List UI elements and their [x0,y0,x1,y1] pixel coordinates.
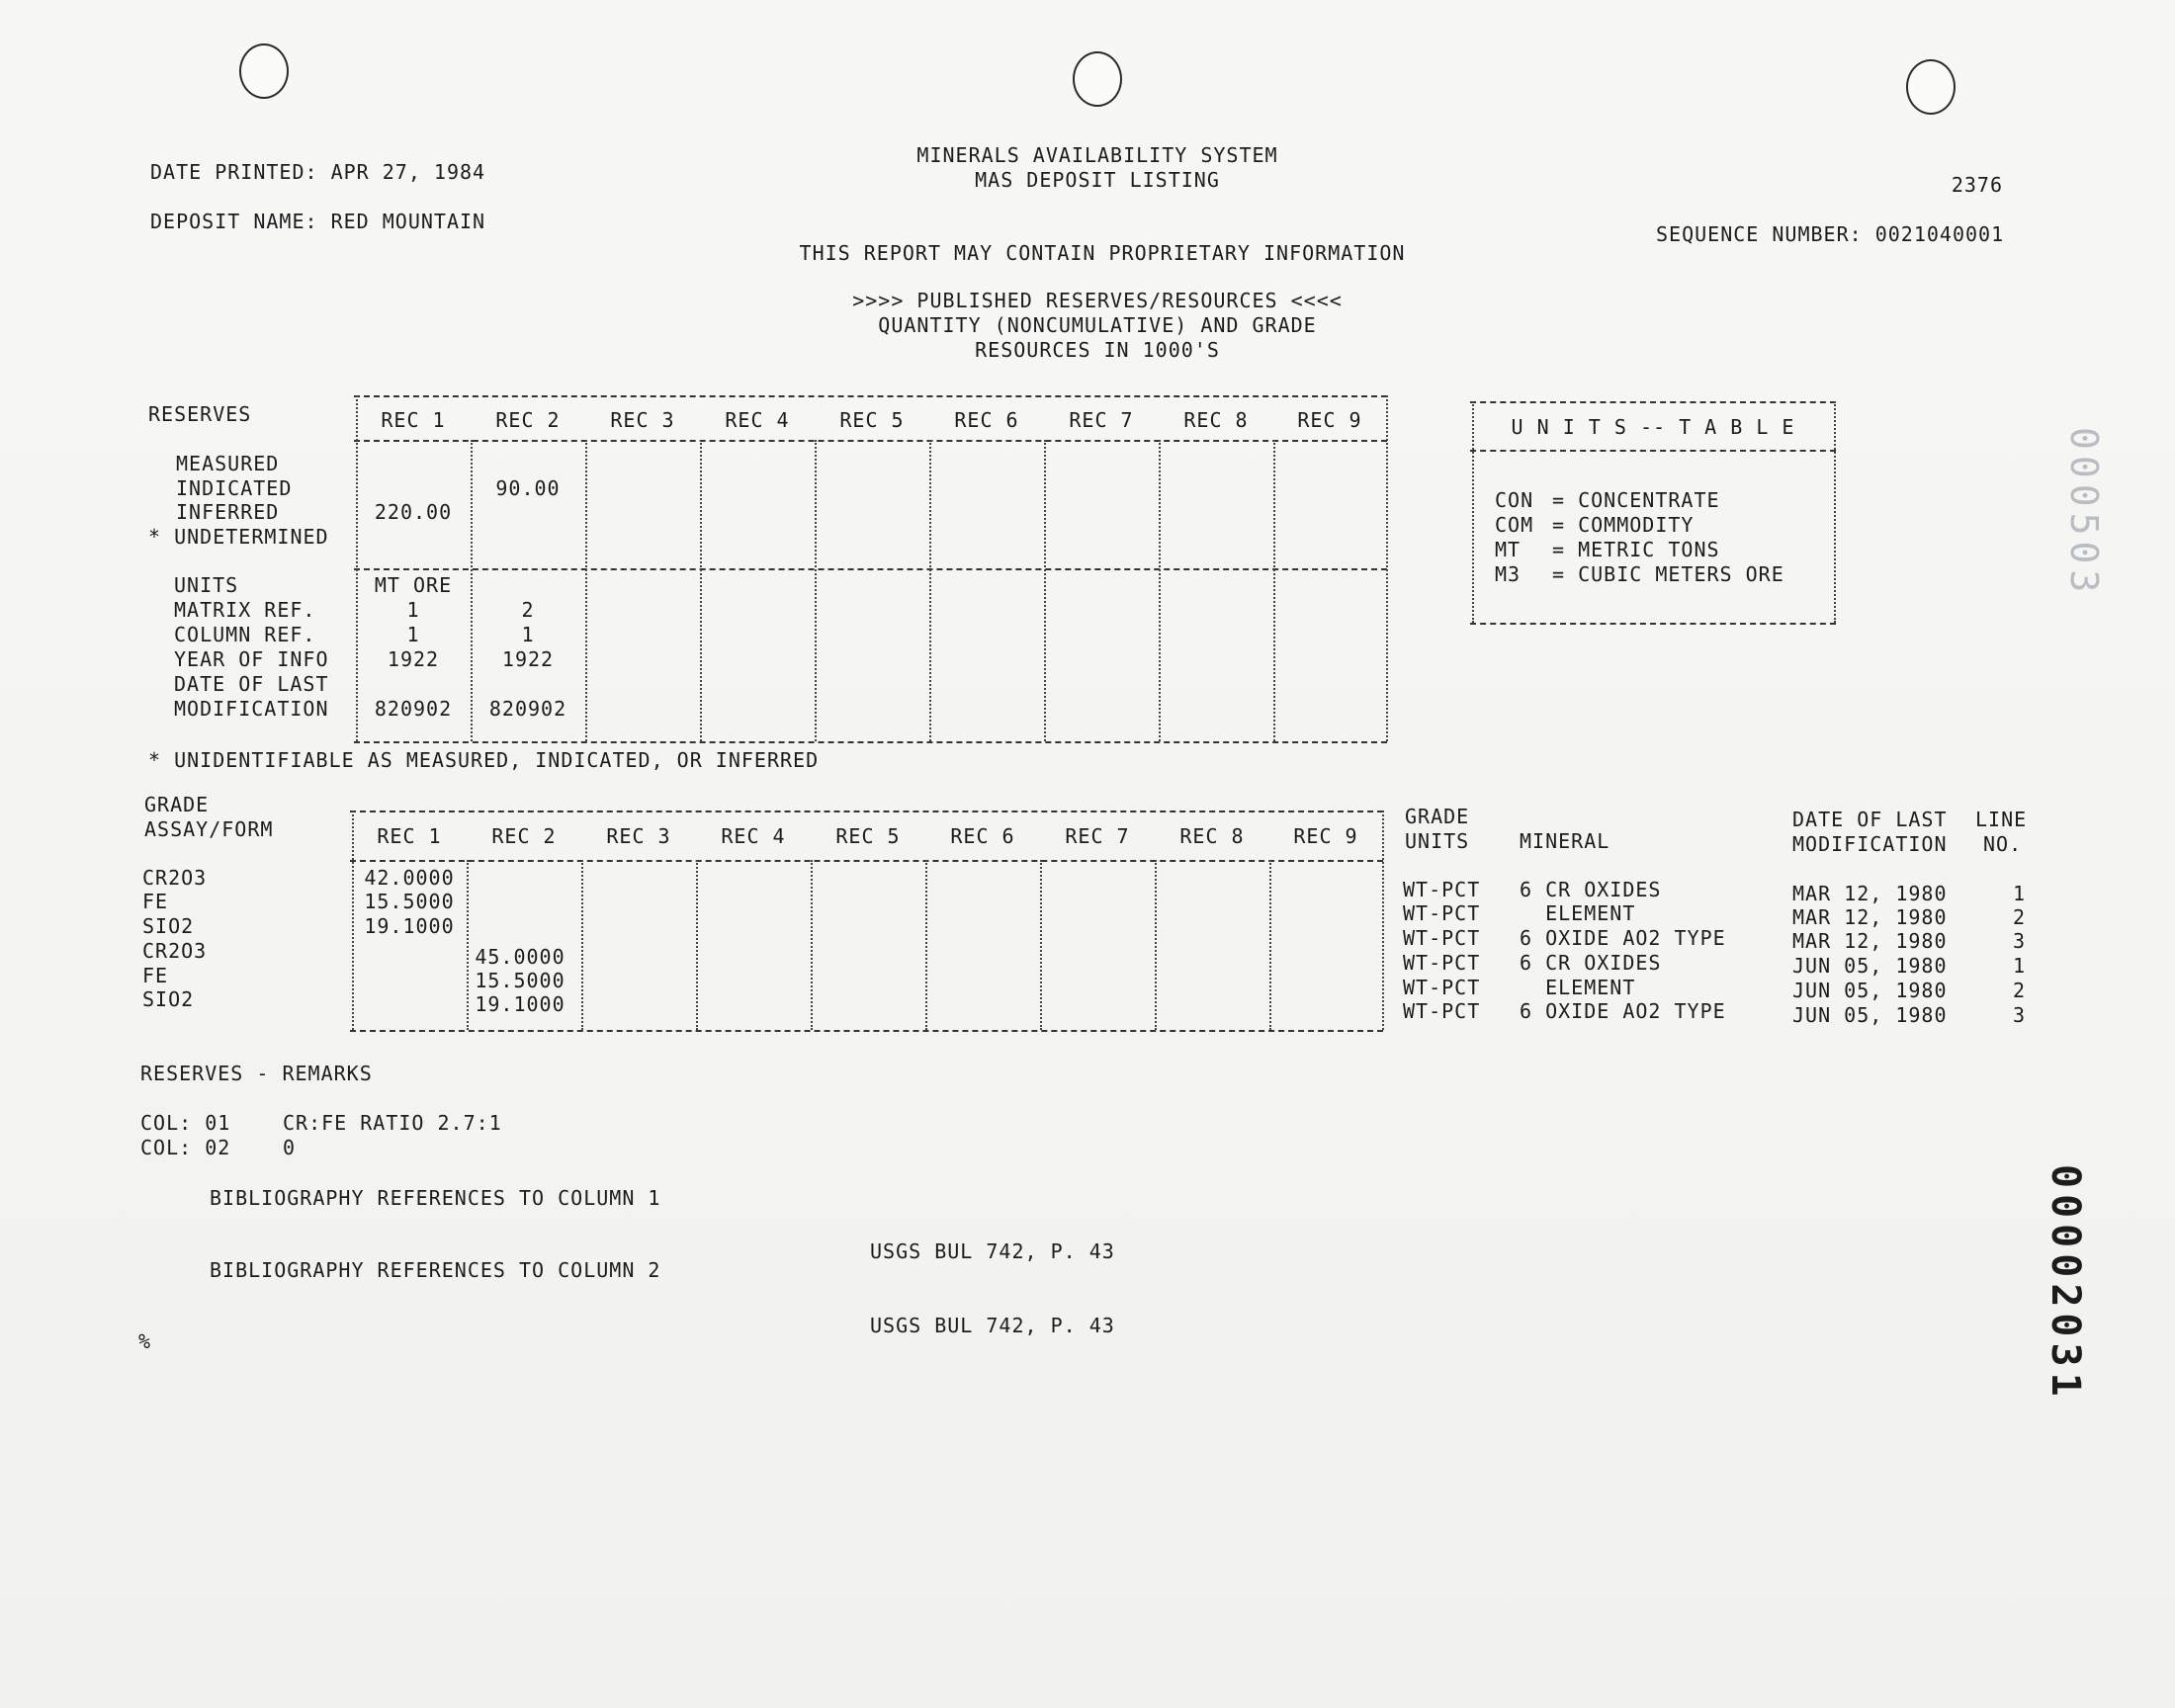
grade-line-header: LINE [1975,808,2028,831]
bibliography-ref: USGS BUL 742, P. 43 [870,1314,1115,1337]
reserves-info-cell: 1 [521,623,535,646]
grade-mineral: 6 OXIDE AO2 TYPE [1520,999,1726,1023]
grade-date: MAR 12, 1980 [1792,882,1948,905]
grade-assay: FE [142,890,169,913]
punch-hole-left [239,43,289,99]
grade-col-header: REC 4 [721,824,786,848]
grade-side-header: GRADE [1405,805,1470,828]
grade-col-header: REC 9 [1293,824,1358,848]
grade-assay: SIO2 [142,987,195,1011]
remark-col: COL: 01 [140,1111,231,1135]
grade-col-sep [1269,860,1271,1030]
grade-header-rule [350,860,1383,862]
grade-line-no: 3 [2013,1003,2027,1027]
page-number: 2376 [1951,173,2003,197]
section-subtitle-2: RESOURCES IN 1000'S [975,338,1220,362]
faint-number-stamp: 000503 [2062,427,2106,599]
section-subtitle-1: QUANTITY (NONCUMULATIVE) AND GRADE [878,313,1317,337]
reserves-col-header: REC 2 [495,408,561,432]
listing-title: MAS DEPOSIT LISTING [975,168,1220,192]
grade-mineral: ELEMENT [1520,901,1636,925]
grade-line-no: 1 [2013,882,2027,905]
reserves-col-header: REC 5 [839,408,905,432]
grade-units-header: UNITS [1405,829,1470,853]
grade-date: JUN 05, 1980 [1792,954,1948,978]
reserves-info-cell: MT ORE [374,573,453,597]
units-meaning: = CONCENTRATE [1552,488,1720,512]
grade-units: WT-PCT [1403,901,1481,925]
reserves-info-label: MATRIX REF. [174,598,316,622]
proprietary-notice: THIS REPORT MAY CONTAIN PROPRIETARY INFORMATION [799,241,1406,265]
grade-line-no: 1 [2013,954,2027,978]
reserves-info-label: COLUMN REF. [174,623,316,646]
reserves-col-header: REC 6 [954,408,1019,432]
units-table-title: U N I T S -- T A B L E [1511,415,1795,439]
reserves-mid-rule [354,568,1387,570]
grade-col-sep [1040,860,1042,1030]
section-title: >>>> PUBLISHED RESERVES/RESOURCES <<<< [852,289,1343,312]
units-meaning: = COMMODITY [1552,513,1695,537]
reserves-info-cell: 1 [406,598,420,622]
grade-units: WT-PCT [1403,878,1481,901]
end-marker: % [138,1329,152,1353]
grade-assay: CR2O3 [142,939,208,963]
grade-units: WT-PCT [1403,999,1481,1023]
grade-mineral: 6 CR OXIDES [1520,878,1662,901]
units-code: MT [1495,538,1522,561]
grade-col-sep [1382,811,1384,1030]
reserves-header-rule [354,440,1387,442]
reserves-col-header: REC 4 [725,408,790,432]
deposit-name: DEPOSIT NAME: RED MOUNTAIN [150,210,486,233]
grade-units: WT-PCT [1403,976,1481,999]
grade-line-no: 2 [2013,979,2027,1002]
reserves-col-header: REC 8 [1183,408,1249,432]
grade-col-sep [581,860,583,1030]
grade-date: JUN 05, 1980 [1792,979,1948,1002]
units-meaning: = METRIC TONS [1552,538,1720,561]
reserves-col-sep [1386,395,1388,741]
reserves-info-cell: 1922 [501,647,555,671]
grade-mineral: 6 CR OXIDES [1520,951,1662,975]
reserves-info-cell: 820902 [374,697,453,721]
grade-cell: 15.5000 [475,969,566,992]
grade-line-no: 2 [2013,905,2027,929]
reserves-bottom-rule [354,741,1387,743]
grade-cell: 45.0000 [475,945,566,969]
reserves-col-sep [929,440,931,741]
grade-label: GRADE [144,793,210,816]
reserves-label: RESERVES [148,402,252,426]
grade-col-sep [811,860,813,1030]
grade-col-sep [925,860,927,1030]
units-code: COM [1495,513,1534,537]
reserves-row-label: MEASURED [176,452,280,475]
units-bottom-rule [1470,623,1836,625]
units-header-rule [1470,450,1836,452]
reserves-col-header: REC 9 [1297,408,1362,432]
reserves-col-sep [1044,440,1046,741]
reserves-cell: 220.00 [374,500,453,524]
grade-cell: 15.5000 [364,890,455,913]
grade-bottom-rule [350,1030,1383,1032]
remarks-title: RESERVES - REMARKS [140,1062,373,1085]
grade-col-header: REC 6 [950,824,1015,848]
grade-col-header: REC 8 [1179,824,1245,848]
sequence-number: SEQUENCE NUMBER: 0021040001 [1656,222,2005,246]
units-top-rule [1470,401,1836,403]
grade-cell: 19.1000 [364,914,455,938]
grade-line-header: NO. [1983,832,2023,856]
grade-assay: SIO2 [142,914,195,938]
date-printed: DATE PRINTED: APR 27, 1984 [150,160,486,184]
reserves-info-label: UNITS [174,573,239,597]
grade-col-header: REC 3 [606,824,671,848]
reserves-col-sep [700,440,702,741]
reserves-info-cell: 1922 [387,647,440,671]
grade-cell: 42.0000 [364,866,455,890]
grade-assay: CR2O3 [142,866,208,890]
grade-line-no: 3 [2013,929,2027,953]
reserves-row-label: INFERRED [176,500,280,524]
reserves-info-label: MODIFICATION [174,697,329,721]
reserves-col-sep [1159,440,1161,741]
bibliography-heading: BIBLIOGRAPHY REFERENCES TO COLUMN 1 [210,1186,661,1210]
grade-date: MAR 12, 1980 [1792,905,1948,929]
reserves-col-header: REC 7 [1069,408,1134,432]
punch-hole-center [1073,51,1122,107]
reserves-col-header: REC 1 [381,408,446,432]
grade-col-header: REC 2 [491,824,557,848]
reserves-info-cell: 2 [521,598,535,622]
reserves-col-sep [1273,440,1275,741]
reserves-info-cell: 1 [406,623,420,646]
units-meaning: = CUBIC METERS ORE [1552,562,1784,586]
reserves-col-sep [585,440,587,741]
grade-mineral: ELEMENT [1520,976,1636,999]
grade-top-rule [350,811,1383,812]
reserves-col-sep [356,395,358,741]
grade-assay: FE [142,964,169,987]
grade-units: WT-PCT [1403,951,1481,975]
remark-col: COL: 02 [140,1136,231,1159]
grade-date-header: MODIFICATION [1792,832,1948,856]
units-code: CON [1495,488,1534,512]
remark-text: 0 [283,1136,297,1159]
grade-date: MAR 12, 1980 [1792,929,1948,953]
units-right-edge [1834,401,1836,623]
grade-units: WT-PCT [1403,926,1481,950]
reserves-info-label: DATE OF LAST [174,672,329,696]
reserves-cell: 90.00 [495,476,561,500]
bibliography-heading: BIBLIOGRAPHY REFERENCES TO COLUMN 2 [210,1258,661,1282]
reserves-footnote: * UNIDENTIFIABLE AS MEASURED, INDICATED, OR INFERRED [148,748,820,772]
grade-col-header: REC 7 [1065,824,1130,848]
grade-cell: 19.1000 [475,992,566,1016]
bates-number-stamp: 00002031 [2043,1164,2088,1403]
grade-col-sep [696,860,698,1030]
reserves-row-label: INDICATED [176,476,293,500]
grade-col-header: REC 5 [835,824,901,848]
reserves-info-label: YEAR OF INFO [174,647,329,671]
reserves-info-cell: 820902 [488,697,567,721]
grade-date: JUN 05, 1980 [1792,1003,1948,1027]
reserves-col-header: REC 3 [610,408,675,432]
reserves-col-sep [815,440,817,741]
grade-col-header: REC 1 [377,824,442,848]
grade-mineral: 6 OXIDE AO2 TYPE [1520,926,1726,950]
bibliography-ref: USGS BUL 742, P. 43 [870,1239,1115,1263]
punch-hole-right [1906,59,1956,115]
assay-form-label: ASSAY/FORM [144,817,274,841]
grade-col-sep [1155,860,1157,1030]
reserves-top-rule [354,395,1387,397]
grade-mineral-header: MINERAL [1520,829,1610,853]
reserves-row-label: * UNDETERMINED [148,525,329,549]
grade-date-header: DATE OF LAST [1792,808,1948,831]
remark-text: CR:FE RATIO 2.7:1 [283,1111,502,1135]
units-code: M3 [1495,562,1522,586]
system-title: MINERALS AVAILABILITY SYSTEM [916,143,1278,167]
